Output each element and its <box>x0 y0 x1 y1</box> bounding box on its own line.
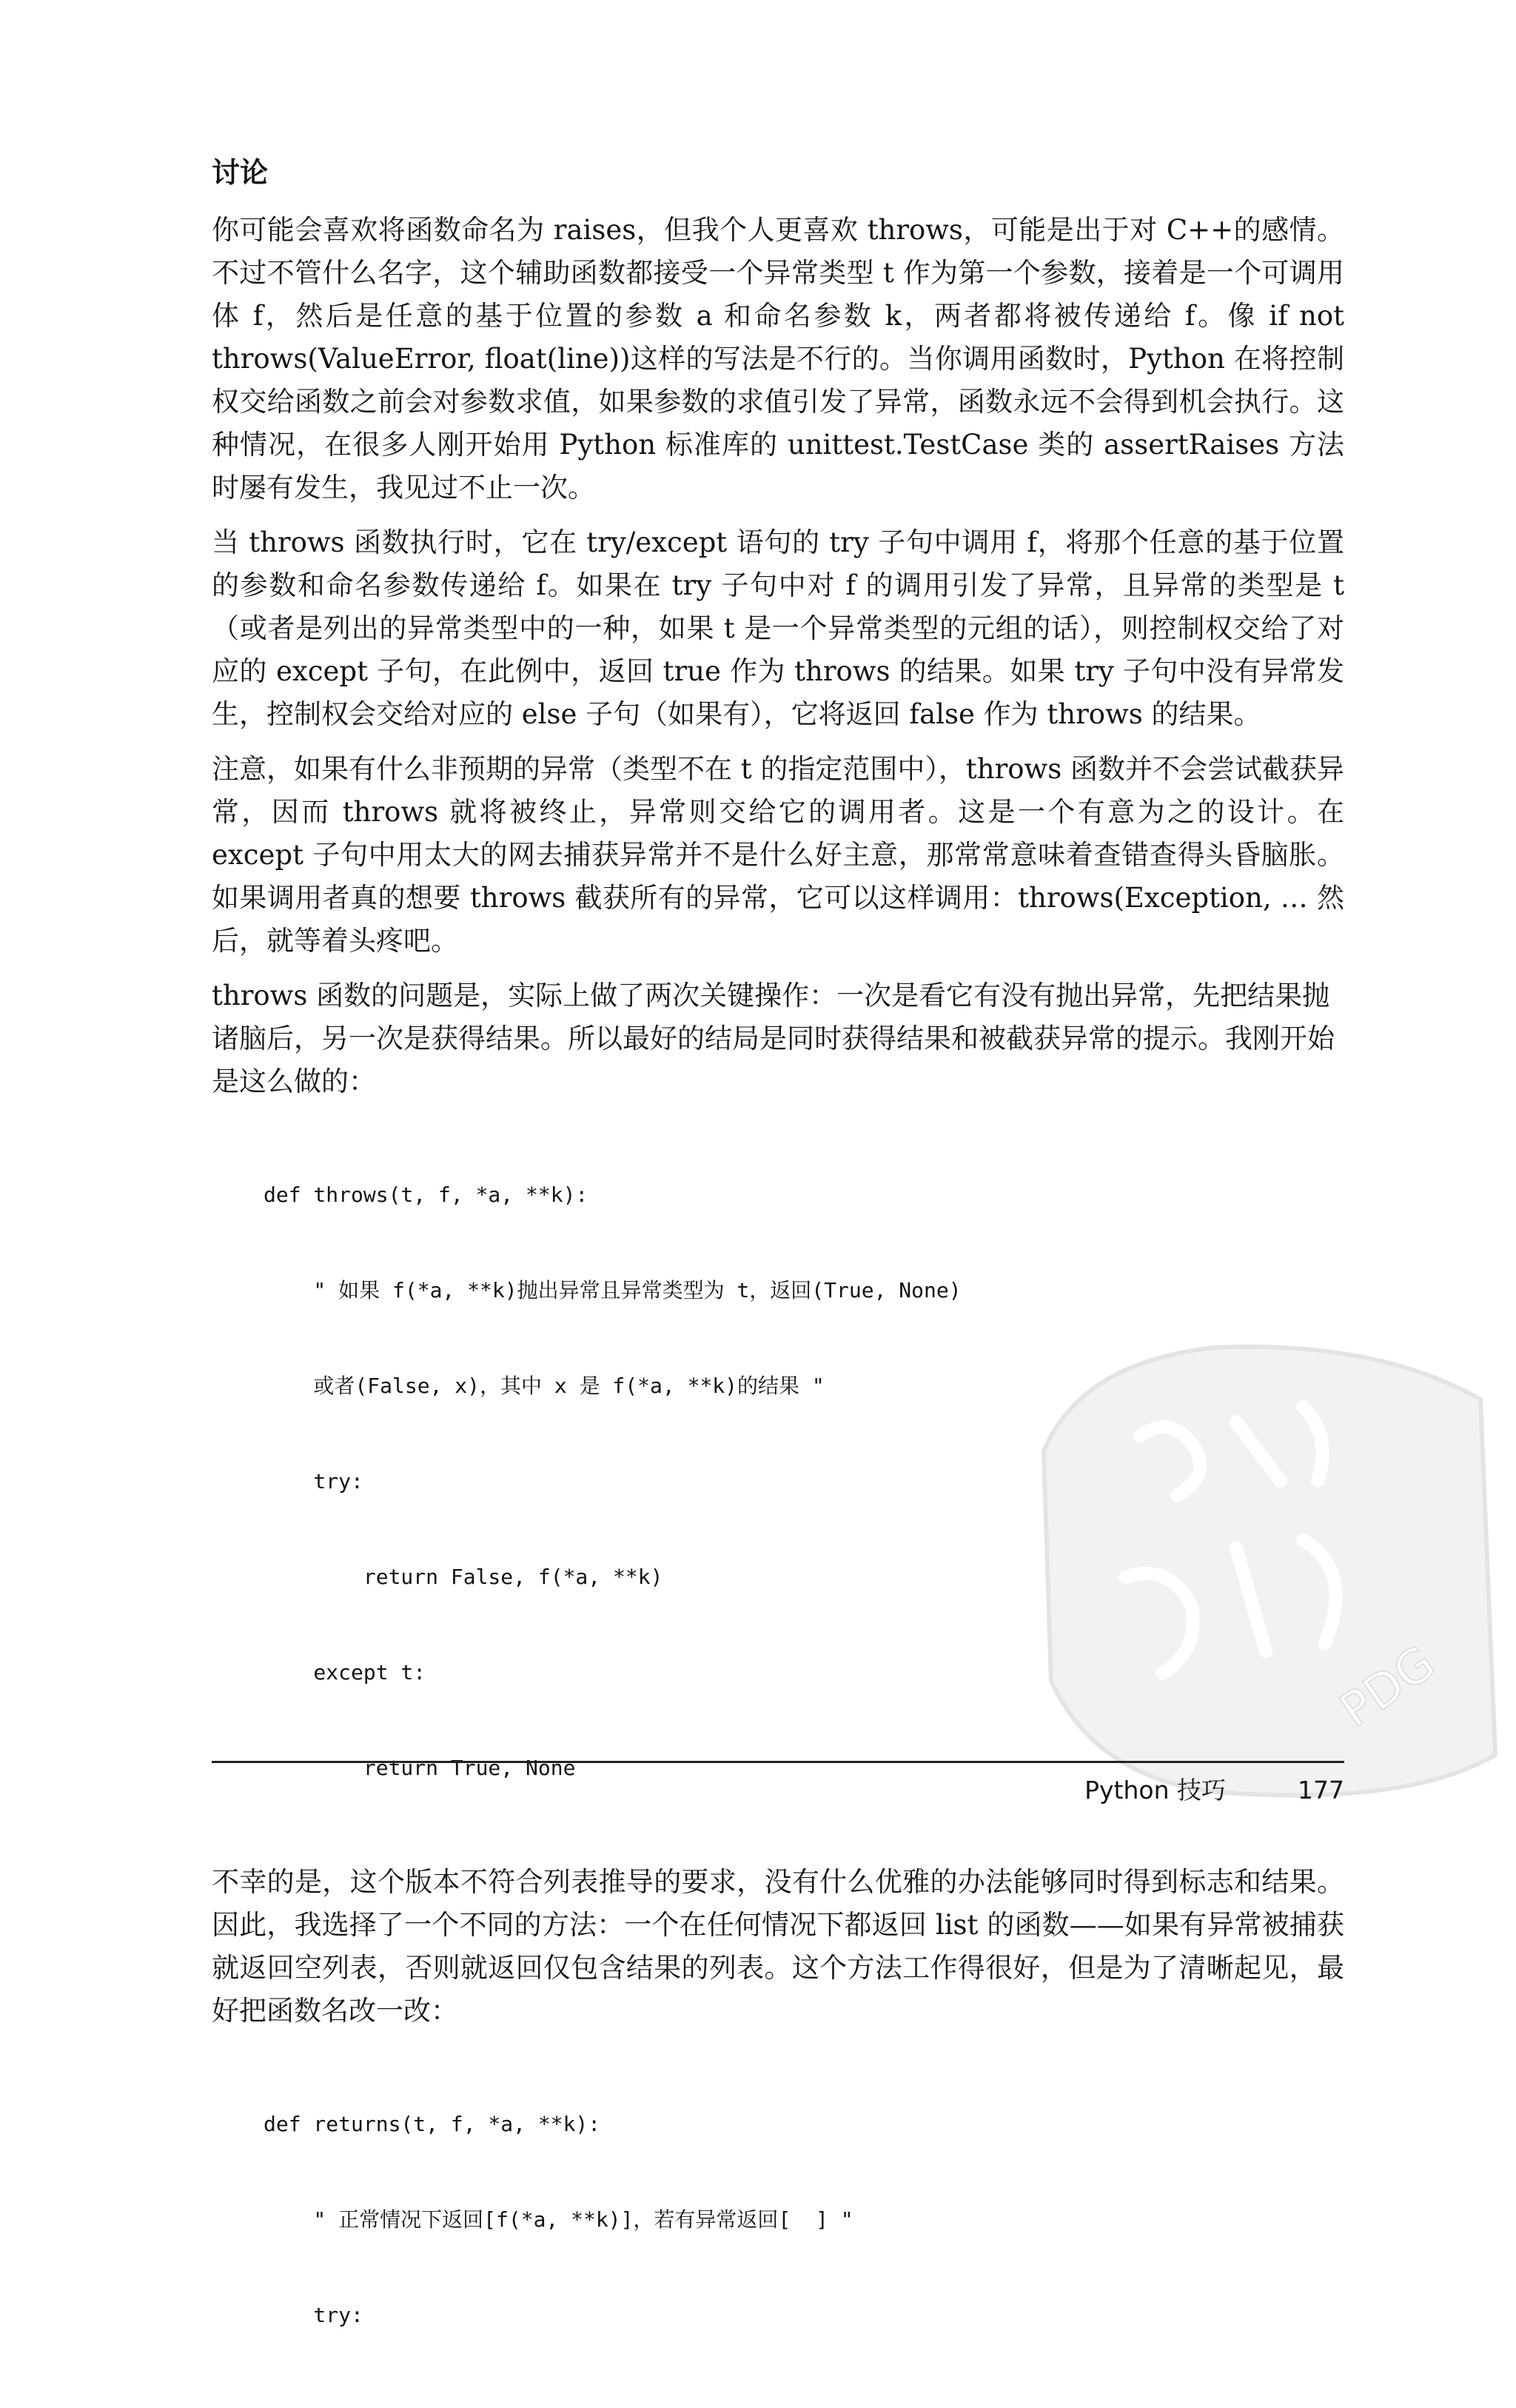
code-line: " 正常情况下返回[f(*a, **k)]，若有异常返回[ ] " <box>264 2207 853 2232</box>
code-line: 或者(False, x)，其中 x 是 f(*a, **k)的结果 " <box>264 1374 825 1398</box>
code-line: try: <box>264 2303 363 2327</box>
paragraph-2: 当 throws 函数执行时，它在 try/except 语句的 try 子句中调用 f，将那个任意的基于位置的参数和命名参数传递给 f。如果在 try 子句中对 f 的调用引发了异常，且异常的类型是 t（或者是列出的异常类型中的一种，如果 t 是一个异常类型的元组的话），则控制权交给了对应的 except 子句，在此例中，返回 true 作为 throws 的结果。如果 try 子句中没有异常发生，控制权会交给对应的 else 子句（如果有），它将返回 false 作为 throws 的结果。 <box>212 526 1344 730</box>
code-line: " 如果 f(*a, **k)抛出异常且异常类型为 t，返回(True, None) <box>264 1278 962 1302</box>
footer-divider <box>212 1761 1344 1763</box>
paragraph-5: 不幸的是，这个版本不符合列表推导的要求，没有什么优雅的办法能够同时得到标志和结果。因此，我选择了一个不同的方法：一个在任何情况下都返回 list 的函数——如果有异常被捕获就返回空列表，否则就返回仅包含结果的列表。这个方法工作得很好，但是为了清晰起见，最好把函数名改一改： <box>212 1866 1344 2027</box>
footer-book-title: Python 技巧 <box>1084 1776 1226 1805</box>
code-line: return False, f(*a, **k) <box>264 1565 663 1589</box>
code-line: def throws(t, f, *a, **k): <box>264 1183 588 1207</box>
paragraph-3: 注意，如果有什么非预期的异常（类型不在 t 的指定范围中），throws 函数并不会尝试截获异常，因而 throws 就将被终止，异常则交给它的调用者。这是一个有意为之的设计。在 except 子句中用太大的网去捕获异常并不是什么好主意，那常常意味着查错查得头昏脑胀。如果调用者真的想要 throws 截获所有的异常，它可以这样调用：throws(Exception, … 然后，就等着头疼吧。 <box>212 753 1344 957</box>
code-line: return True, None <box>264 1756 576 1780</box>
code-line: def returns(t, f, *a, **k): <box>264 2112 601 2136</box>
paragraph-1: 你可能会喜欢将函数命名为 raises，但我个人更喜欢 throws，可能是出于对 C++的感情。不过不管什么名字，这个辅助函数都接受一个异常类型 t 作为第一个参数，接着是一个可调用体 f，然后是任意的基于位置的参数 a 和命名参数 k，两者都将被传递给 f。像 if not throws(ValueError, float(line))这样的写法是不行的。当你调用函数时，Python 在将控制权交给函数之前会对参数求值，如果参数的求值引发了异常，函数永远不会得到机会执行。这种情况，在很多人刚开始用 Python 标准库的 unittest.TestCase 类的 assertRaises 方法时屡有发生，我见过不止一次。 <box>212 214 1344 504</box>
code-line: except t: <box>264 1660 426 1685</box>
seal-watermark-icon <box>992 1296 1510 1814</box>
page-body <box>212 154 1344 2408</box>
paragraph-4: throws 函数的问题是，实际上做了两次关键操作：一次是看它有没有抛出异常，先把结果抛诸脑后，另一次是获得结果。所以最好的结局是同时获得结果和被截获异常的提示。我刚开始是这么做的： <box>212 980 1335 1097</box>
code-block-returns <box>264 2044 1344 2395</box>
code-line: try: <box>264 1469 363 1494</box>
page-number: 177 <box>1298 1776 1344 1805</box>
section-heading: 讨论 <box>212 156 269 189</box>
watermark-text: PDG <box>1330 1635 1446 1739</box>
